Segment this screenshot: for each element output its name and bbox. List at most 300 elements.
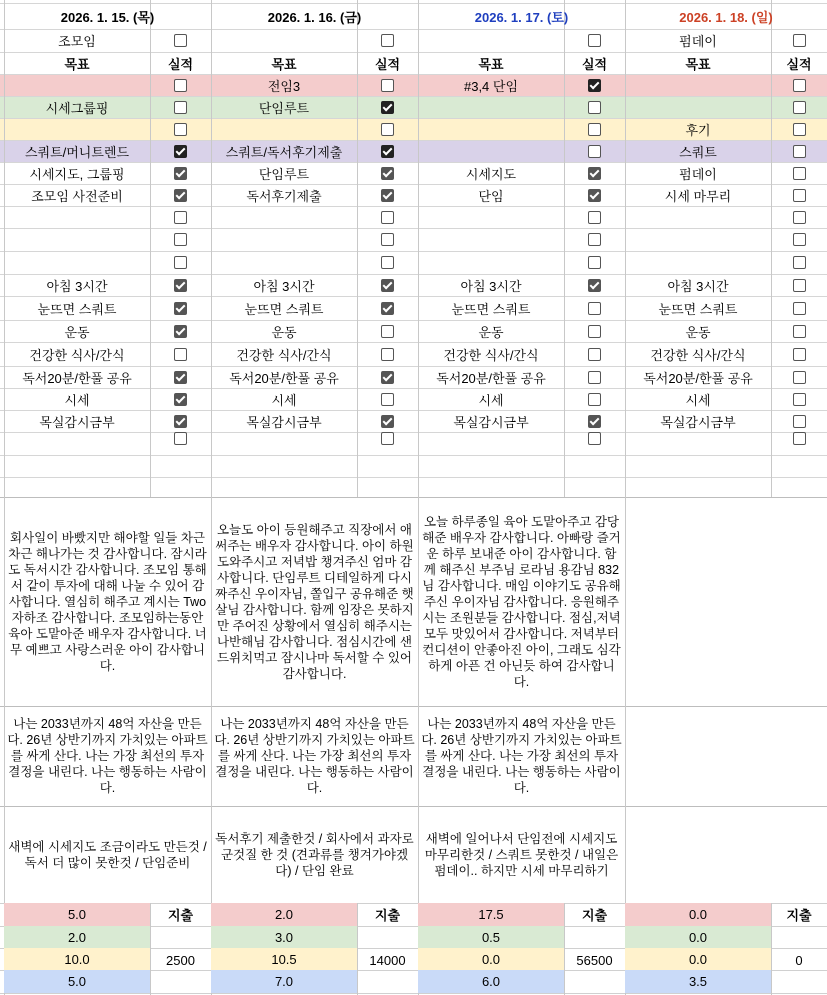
result-check-cell[interactable] bbox=[771, 320, 827, 342]
result-checkbox[interactable] bbox=[588, 279, 601, 292]
goal-item bbox=[4, 274, 150, 296]
time-value-text: 5.0 bbox=[67, 974, 87, 989]
result-check-cell[interactable] bbox=[150, 206, 211, 228]
result-check-cell[interactable] bbox=[150, 118, 211, 140]
result-check-cell[interactable] bbox=[564, 162, 625, 184]
expense-value-text: 14000 bbox=[369, 953, 406, 968]
result-checkbox[interactable] bbox=[174, 393, 187, 406]
goal-item bbox=[625, 274, 771, 296]
goal-item bbox=[211, 388, 357, 410]
result-check-cell[interactable] bbox=[357, 206, 418, 228]
time-value bbox=[4, 926, 150, 948]
result-check-cell[interactable] bbox=[771, 228, 827, 251]
top-checkbox[interactable] bbox=[381, 34, 394, 47]
result-check-cell[interactable] bbox=[150, 184, 211, 206]
goal-item bbox=[4, 251, 150, 274]
result-checkbox[interactable] bbox=[588, 189, 601, 202]
goal-item-text: 독서20분/한풀 공유 bbox=[229, 370, 339, 386]
affirmation-text: 나는 2033년까지 48억 자산을 만든다. 26년 상반기까지 가치있는 아파트를 싸게 산다. 나는 가장 최선의 투자결정을 내린다. 나는 행동하는 사람이다. bbox=[7, 717, 208, 795]
result-check-cell[interactable] bbox=[771, 206, 827, 228]
review-text: 독서후기 제출한것 / 회사에서 과자로 군것질 한 것 (견과류를 챙겨가야겠다) / 단임 완료 bbox=[215, 831, 414, 878]
goal-item bbox=[211, 74, 357, 96]
goal-item bbox=[625, 342, 771, 366]
goal-item bbox=[625, 206, 771, 228]
expense-value bbox=[150, 926, 211, 995]
goal-header-text: 목표 bbox=[685, 56, 711, 72]
result-checkbox[interactable] bbox=[588, 302, 601, 315]
result-checkbox[interactable] bbox=[793, 432, 806, 445]
result-check-cell[interactable] bbox=[357, 432, 418, 445]
expense-label-text: 지출 bbox=[167, 908, 194, 923]
result-check-cell[interactable] bbox=[150, 96, 211, 118]
result-checkbox[interactable] bbox=[174, 79, 187, 92]
goal-item-text: 단임루트 bbox=[258, 166, 310, 182]
top-checkbox[interactable] bbox=[588, 34, 601, 47]
result-check-cell[interactable] bbox=[771, 118, 827, 140]
goal-item-text: 시세지도, 그룹핑 bbox=[29, 166, 125, 182]
result-checkbox[interactable] bbox=[381, 325, 394, 338]
goal-item-text: 운동 bbox=[685, 324, 711, 340]
goal-item bbox=[4, 140, 150, 162]
result-check-cell[interactable] bbox=[150, 432, 211, 445]
result-check-cell[interactable] bbox=[150, 366, 211, 388]
result-checkbox[interactable] bbox=[588, 145, 601, 158]
result-checkbox[interactable] bbox=[381, 101, 394, 114]
date-header bbox=[625, 3, 827, 29]
goal-item-text: 목실감시금부 bbox=[660, 414, 736, 430]
result-check-cell[interactable] bbox=[564, 74, 625, 96]
result-checkbox[interactable] bbox=[793, 211, 806, 224]
result-check-cell[interactable] bbox=[150, 251, 211, 274]
result-check-cell[interactable] bbox=[357, 388, 418, 410]
goal-item bbox=[4, 342, 150, 366]
result-checkbox[interactable] bbox=[174, 432, 187, 445]
time-value bbox=[211, 970, 357, 993]
expense-label bbox=[150, 903, 211, 926]
goal-item bbox=[211, 228, 357, 251]
result-checkbox[interactable] bbox=[381, 189, 394, 202]
result-check-cell[interactable] bbox=[150, 296, 211, 320]
top-label bbox=[418, 29, 564, 52]
result-header bbox=[357, 52, 418, 74]
result-checkbox[interactable] bbox=[174, 302, 187, 315]
goal-item bbox=[418, 296, 564, 320]
goal-item bbox=[211, 140, 357, 162]
result-check-cell[interactable] bbox=[564, 96, 625, 118]
result-checkbox[interactable] bbox=[174, 145, 187, 158]
expense-value-text: 0 bbox=[795, 953, 803, 968]
result-checkbox[interactable] bbox=[381, 167, 394, 180]
grid-line bbox=[0, 477, 827, 478]
time-value bbox=[625, 970, 771, 993]
time-value-text: 7.0 bbox=[274, 974, 294, 989]
result-checkbox[interactable] bbox=[381, 302, 394, 315]
result-header bbox=[771, 52, 827, 74]
result-checkbox[interactable] bbox=[793, 145, 806, 158]
goal-item bbox=[4, 228, 150, 251]
result-check-cell[interactable] bbox=[564, 366, 625, 388]
result-checkbox[interactable] bbox=[174, 233, 187, 246]
goal-header bbox=[625, 52, 771, 74]
goal-item bbox=[418, 342, 564, 366]
result-checkbox[interactable] bbox=[381, 279, 394, 292]
result-check-cell[interactable] bbox=[357, 162, 418, 184]
result-check-cell[interactable] bbox=[150, 388, 211, 410]
goal-item bbox=[625, 320, 771, 342]
date-header bbox=[211, 3, 418, 29]
goal-item bbox=[211, 184, 357, 206]
goal-item-text: 시세그룹핑 bbox=[45, 100, 109, 116]
result-check-cell[interactable] bbox=[771, 274, 827, 296]
result-checkbox[interactable] bbox=[588, 432, 601, 445]
result-checkbox[interactable] bbox=[588, 79, 601, 92]
result-checkbox[interactable] bbox=[588, 101, 601, 114]
result-checkbox[interactable] bbox=[588, 325, 601, 338]
result-checkbox[interactable] bbox=[381, 233, 394, 246]
goal-item bbox=[418, 184, 564, 206]
result-checkbox[interactable] bbox=[174, 348, 187, 361]
goal-item-text: 후기 bbox=[685, 122, 711, 138]
result-checkbox[interactable] bbox=[588, 167, 601, 180]
top-label bbox=[4, 29, 150, 52]
goal-item-text: 시세 bbox=[685, 392, 711, 408]
goal-item-text: 아침 3시간 bbox=[667, 278, 729, 294]
goal-item bbox=[4, 96, 150, 118]
goal-item bbox=[211, 410, 357, 432]
goal-item-text: 단임 bbox=[478, 188, 504, 204]
result-checkbox[interactable] bbox=[793, 256, 806, 269]
result-checkbox[interactable] bbox=[381, 393, 394, 406]
result-check-cell[interactable] bbox=[564, 320, 625, 342]
result-check-cell[interactable] bbox=[564, 432, 625, 445]
goal-item bbox=[418, 320, 564, 342]
gratitude-text: 오늘 하루종일 육아 도맡아주고 감당해준 배우자 감사합니다. 아빠랑 즐거운 하루 보내준 아이 감사합니다. 함께 해주신 부주님 로라님 용감님 832님 감사합니다. 매임 이야기도 공유해주신 우이자님 감사합니다. 응원해주시는 조원분들 감사합니다. 점심,저녁 모두 맛있어서 감사합니다. 저녁부터 컨디션이 안좋아진 아이, 그래도 심각하게 아픈 건 아닌듯 하여 감사합니다. bbox=[422, 514, 621, 689]
result-checkbox[interactable] bbox=[793, 325, 806, 338]
top-checkbox[interactable] bbox=[793, 34, 806, 47]
goal-item-text: 건강한 식사/간식 bbox=[443, 347, 539, 363]
date-header-text: 2026. 1. 17. (토) bbox=[474, 9, 569, 25]
result-checkbox[interactable] bbox=[381, 371, 394, 384]
goal-item-text: 건강한 식사/간식 bbox=[236, 347, 332, 363]
time-value-text: 10.5 bbox=[271, 951, 297, 967]
goal-header bbox=[211, 52, 357, 74]
expense-label bbox=[357, 903, 418, 926]
goal-item bbox=[418, 96, 564, 118]
goal-item bbox=[4, 118, 150, 140]
result-checkbox[interactable] bbox=[174, 211, 187, 224]
time-value bbox=[211, 926, 357, 948]
result-check-cell[interactable] bbox=[564, 206, 625, 228]
goal-item-text: 독서20분/한풀 공유 bbox=[436, 370, 546, 386]
goal-header-text: 목표 bbox=[64, 56, 90, 72]
result-check-cell[interactable] bbox=[771, 140, 827, 162]
result-header bbox=[564, 52, 625, 74]
date-header bbox=[4, 3, 211, 29]
goal-item-text: 전임3 bbox=[267, 78, 301, 94]
result-check-cell[interactable] bbox=[357, 118, 418, 140]
goal-item bbox=[418, 251, 564, 274]
date-header-text: 2026. 1. 15. (목) bbox=[60, 9, 155, 25]
result-checkbox[interactable] bbox=[174, 279, 187, 292]
goal-header-text: 목표 bbox=[478, 56, 504, 72]
result-checkbox[interactable] bbox=[174, 123, 187, 136]
goal-item bbox=[211, 251, 357, 274]
result-check-cell[interactable] bbox=[564, 140, 625, 162]
result-checkbox[interactable] bbox=[174, 167, 187, 180]
result-checkbox[interactable] bbox=[381, 211, 394, 224]
affirmation-text bbox=[625, 706, 827, 806]
top-checkbox[interactable] bbox=[174, 34, 187, 47]
result-checkbox[interactable] bbox=[174, 256, 187, 269]
time-value bbox=[418, 948, 564, 970]
result-checkbox[interactable] bbox=[588, 348, 601, 361]
goal-item-text: 조모임 사전준비 bbox=[31, 188, 123, 204]
expense-value bbox=[564, 926, 625, 995]
goal-item bbox=[625, 140, 771, 162]
goal-item-text: 아침 3시간 bbox=[46, 278, 108, 294]
time-value bbox=[211, 903, 357, 926]
result-checkbox[interactable] bbox=[793, 348, 806, 361]
goal-item bbox=[211, 96, 357, 118]
goal-item bbox=[625, 118, 771, 140]
time-value-text: 6.0 bbox=[481, 974, 501, 989]
time-value-text: 0.0 bbox=[688, 951, 708, 967]
result-header-text: 실적 bbox=[374, 56, 401, 72]
result-check-cell[interactable] bbox=[564, 118, 625, 140]
result-check-cell[interactable] bbox=[357, 251, 418, 274]
goal-item bbox=[418, 274, 564, 296]
goal-item-text: 눈뜨면 스쿼트 bbox=[658, 301, 738, 317]
goal-item bbox=[418, 410, 564, 432]
result-checkbox[interactable] bbox=[174, 189, 187, 202]
result-checkbox[interactable] bbox=[793, 393, 806, 406]
goal-item bbox=[211, 342, 357, 366]
result-check-cell[interactable] bbox=[150, 410, 211, 432]
result-check-cell[interactable] bbox=[150, 342, 211, 366]
goal-item bbox=[418, 140, 564, 162]
result-checkbox[interactable] bbox=[793, 167, 806, 180]
result-check-cell[interactable] bbox=[771, 296, 827, 320]
time-value bbox=[4, 948, 150, 970]
goal-item-text: 시세지도 bbox=[465, 166, 517, 182]
expense-label-text: 지출 bbox=[786, 908, 812, 923]
date-header-text: 2026. 1. 18. (일) bbox=[679, 9, 773, 25]
result-checkbox[interactable] bbox=[381, 348, 394, 361]
result-check-cell[interactable] bbox=[150, 162, 211, 184]
time-value bbox=[625, 903, 771, 926]
result-check-cell[interactable] bbox=[771, 366, 827, 388]
goal-item bbox=[625, 296, 771, 320]
time-value-text: 0.0 bbox=[481, 951, 501, 967]
goal-item-text: 단임루트 bbox=[258, 100, 310, 116]
expense-value-text: 56500 bbox=[576, 953, 613, 968]
result-check-cell[interactable] bbox=[150, 274, 211, 296]
result-checkbox[interactable] bbox=[793, 123, 806, 136]
result-check-cell[interactable] bbox=[564, 228, 625, 251]
result-check-cell[interactable] bbox=[771, 388, 827, 410]
goal-item bbox=[211, 206, 357, 228]
result-checkbox[interactable] bbox=[174, 371, 187, 384]
result-check-cell[interactable] bbox=[771, 410, 827, 432]
goal-item bbox=[625, 184, 771, 206]
result-check-cell[interactable] bbox=[771, 251, 827, 274]
result-check-cell[interactable] bbox=[564, 388, 625, 410]
result-check-cell[interactable] bbox=[150, 228, 211, 251]
time-value bbox=[4, 970, 150, 993]
result-checkbox[interactable] bbox=[381, 415, 394, 428]
result-checkbox[interactable] bbox=[588, 371, 601, 384]
time-value bbox=[418, 903, 564, 926]
goal-item bbox=[211, 118, 357, 140]
result-checkbox[interactable] bbox=[381, 256, 394, 269]
goal-item bbox=[625, 228, 771, 251]
goal-item bbox=[625, 388, 771, 410]
top-label bbox=[211, 29, 357, 52]
result-check-cell[interactable] bbox=[771, 162, 827, 184]
grid-line bbox=[0, 455, 827, 456]
result-checkbox[interactable] bbox=[588, 123, 601, 136]
result-checkbox[interactable] bbox=[793, 189, 806, 202]
result-check-cell[interactable] bbox=[357, 320, 418, 342]
result-checkbox[interactable] bbox=[793, 79, 806, 92]
gratitude-text: 오늘도 아이 등원해주고 직장에서 애써주는 배우자 감사합니다. 아이 하원 도와주시고 저녁밥 챙겨주신 엄마 감사합니다. 단임루트 디테일하게 다시 짜주신 우이자님, 쫄입구 공유해준 햇살님 감사합니다. 함께 임장은 못하지만 주어진 상황에서 열심히 해주시는 나반해님 감사합니다. 점심시간에 샌드위치먹고 잠시나마 독서할 수 있어 감사합니다. bbox=[215, 522, 414, 681]
result-check-cell[interactable] bbox=[564, 251, 625, 274]
result-header bbox=[150, 52, 211, 74]
result-checkbox[interactable] bbox=[588, 393, 601, 406]
goal-item bbox=[625, 251, 771, 274]
result-check-cell[interactable] bbox=[357, 96, 418, 118]
result-check-cell[interactable] bbox=[357, 184, 418, 206]
result-check-cell[interactable] bbox=[564, 274, 625, 296]
result-check-cell[interactable] bbox=[564, 410, 625, 432]
time-value bbox=[625, 926, 771, 948]
goal-item-text: 시세 마무리 bbox=[664, 188, 732, 204]
result-check-cell[interactable] bbox=[357, 410, 418, 432]
goal-item-text: 아침 3시간 bbox=[460, 278, 522, 294]
result-header-text: 실적 bbox=[581, 56, 608, 72]
review-text: 새벽에 시세지도 조금이라도 만든것 / 독서 더 많이 못한것 / 단임준비 bbox=[8, 839, 207, 870]
expense-label bbox=[564, 903, 625, 926]
time-value-text: 2.0 bbox=[67, 929, 87, 945]
gratitude-text bbox=[625, 497, 827, 706]
expense-label-text: 지출 bbox=[581, 908, 608, 923]
result-check-cell[interactable] bbox=[771, 74, 827, 96]
goal-item bbox=[4, 366, 150, 388]
result-checkbox[interactable] bbox=[174, 101, 187, 114]
result-check-cell[interactable] bbox=[771, 432, 827, 445]
result-check-cell[interactable] bbox=[357, 274, 418, 296]
result-check-cell[interactable] bbox=[771, 342, 827, 366]
result-checkbox[interactable] bbox=[381, 145, 394, 158]
result-checkbox[interactable] bbox=[588, 256, 601, 269]
goal-header bbox=[418, 52, 564, 74]
expense-value bbox=[771, 926, 827, 995]
result-check-cell[interactable] bbox=[357, 296, 418, 320]
result-check-cell[interactable] bbox=[564, 184, 625, 206]
time-value-text: 0.5 bbox=[481, 929, 501, 945]
result-header-text: 실적 bbox=[167, 56, 194, 72]
goal-item-text: 목실감시금부 bbox=[39, 414, 115, 430]
goal-item bbox=[4, 74, 150, 96]
result-check-cell[interactable] bbox=[357, 342, 418, 366]
date-header bbox=[418, 3, 625, 29]
result-check-cell[interactable] bbox=[357, 228, 418, 251]
goal-item-text: 눈뜨면 스쿼트 bbox=[451, 301, 531, 317]
result-checkbox[interactable] bbox=[793, 302, 806, 315]
goal-item bbox=[4, 296, 150, 320]
top-check-cell[interactable] bbox=[771, 29, 827, 52]
result-checkbox[interactable] bbox=[174, 415, 187, 428]
result-checkbox[interactable] bbox=[588, 211, 601, 224]
top-check-cell[interactable] bbox=[150, 29, 211, 52]
result-checkbox[interactable] bbox=[174, 325, 187, 338]
goal-item-text: 목실감시금부 bbox=[246, 414, 322, 430]
result-check-cell[interactable] bbox=[771, 96, 827, 118]
goal-item-text: 운동 bbox=[478, 324, 504, 340]
expense-value bbox=[357, 926, 418, 995]
time-value-text: 3.5 bbox=[688, 974, 708, 989]
goal-item-text: 건강한 식사/간식 bbox=[650, 347, 746, 363]
result-check-cell[interactable] bbox=[357, 74, 418, 96]
time-value bbox=[625, 948, 771, 970]
top-label bbox=[625, 29, 771, 52]
time-value bbox=[211, 948, 357, 970]
goal-item bbox=[211, 296, 357, 320]
goal-item-text: 독서20분/한풀 공유 bbox=[643, 370, 753, 386]
result-checkbox[interactable] bbox=[381, 79, 394, 92]
result-checkbox[interactable] bbox=[793, 415, 806, 428]
result-check-cell[interactable] bbox=[150, 320, 211, 342]
goal-item-text: 아침 3시간 bbox=[253, 278, 315, 294]
goal-item bbox=[625, 162, 771, 184]
result-check-cell[interactable] bbox=[564, 296, 625, 320]
result-check-cell[interactable] bbox=[150, 140, 211, 162]
result-check-cell[interactable] bbox=[564, 342, 625, 366]
review-text: 새벽에 일어나서 단임전에 시세지도 마무리한것 / 스쿼트 못한것 / 내일은 펌데이.. 하지만 시세 마무리하기 bbox=[424, 831, 619, 878]
result-check-cell[interactable] bbox=[150, 74, 211, 96]
result-checkbox[interactable] bbox=[793, 279, 806, 292]
goal-item-text: 눈뜨면 스쿼트 bbox=[37, 301, 117, 317]
result-checkbox[interactable] bbox=[588, 233, 601, 246]
top-check-cell[interactable] bbox=[357, 29, 418, 52]
goal-item bbox=[211, 320, 357, 342]
result-checkbox[interactable] bbox=[381, 123, 394, 136]
goal-item-text: 펌데이 bbox=[679, 166, 717, 182]
goal-header-text: 목표 bbox=[271, 56, 297, 72]
result-check-cell[interactable] bbox=[771, 184, 827, 206]
goal-item bbox=[418, 118, 564, 140]
top-label-text: 조모임 bbox=[58, 34, 96, 49]
time-value bbox=[4, 903, 150, 926]
goal-item-text: 시세 bbox=[478, 392, 504, 408]
result-check-cell[interactable] bbox=[357, 366, 418, 388]
result-check-cell[interactable] bbox=[357, 140, 418, 162]
time-value-text: 17.5 bbox=[478, 907, 504, 922]
time-value-text: 2.0 bbox=[274, 907, 294, 922]
result-checkbox[interactable] bbox=[381, 432, 394, 445]
result-checkbox[interactable] bbox=[793, 101, 806, 114]
goal-item bbox=[625, 74, 771, 96]
time-value-text: 0.0 bbox=[688, 907, 708, 922]
time-value-text: 10.0 bbox=[64, 951, 90, 967]
result-checkbox[interactable] bbox=[793, 233, 806, 246]
goal-item-text: #3,4 단임 bbox=[463, 78, 519, 94]
affirmation-text: 나는 2033년까지 48억 자산을 만든다. 26년 상반기까지 가치있는 아파트를 싸게 산다. 나는 가장 최선의 투자결정을 내린다. 나는 행동하는 사람이다. bbox=[421, 717, 622, 795]
top-check-cell[interactable] bbox=[564, 29, 625, 52]
result-checkbox[interactable] bbox=[793, 371, 806, 384]
result-checkbox[interactable] bbox=[588, 415, 601, 428]
result-header-text: 실적 bbox=[786, 56, 812, 72]
